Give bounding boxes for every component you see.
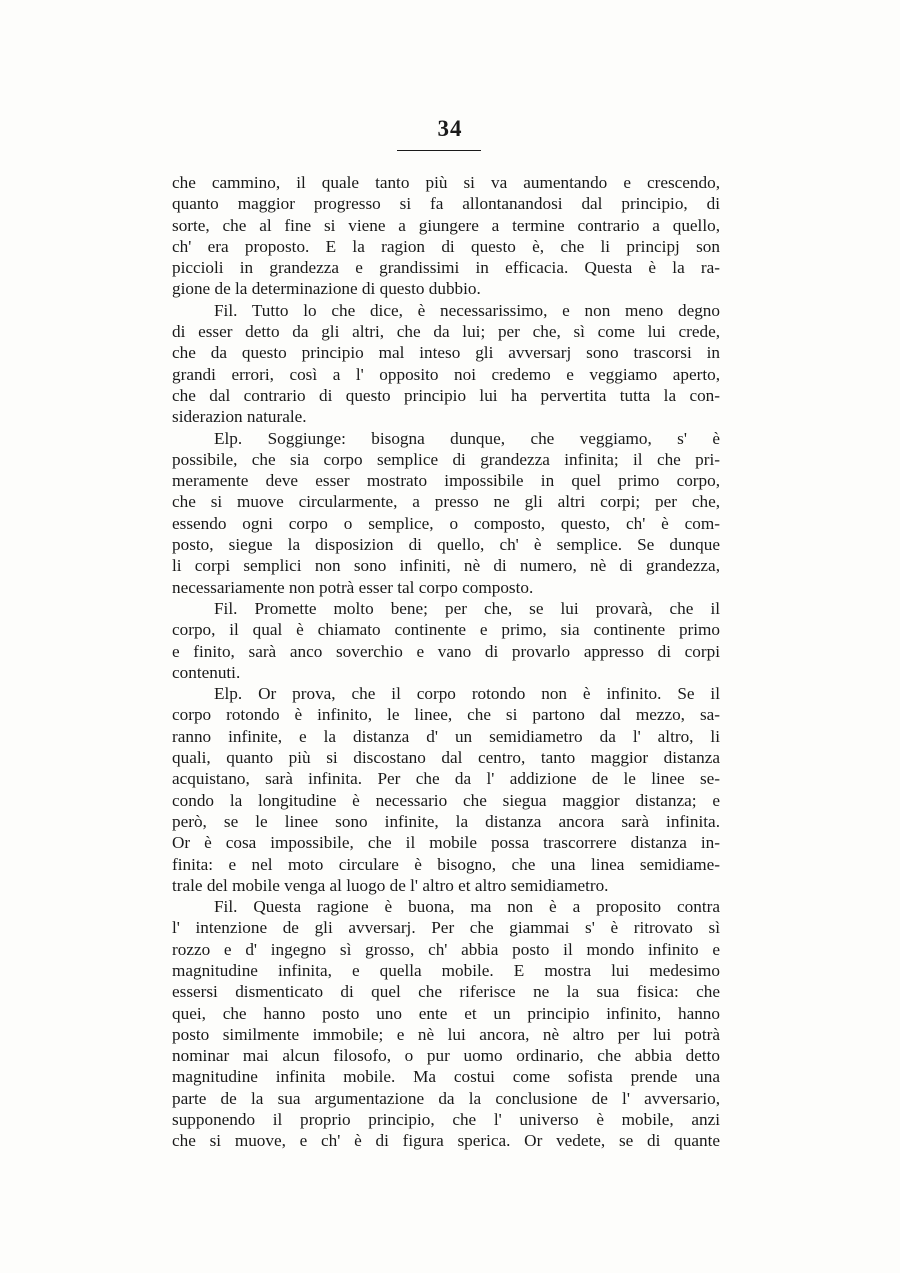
- text-line: che si muove, e ch' è di figura sperica. Or vedete, se di quante: [172, 1131, 720, 1151]
- text-line: ranno infinite, e la distanza d' un semidiametro da l' altro, li: [172, 726, 720, 746]
- text-line: Or è cosa impossibile, che il mobile possa trascorrere distanza in-: [172, 833, 720, 853]
- text-line: trale del mobile venga al luogo de l' altro et altro semidiametro.: [172, 875, 609, 895]
- text-line: sorte, che al fine si viene a giungere a termine contrario a quello,: [172, 215, 720, 235]
- text-line: corpo rotondo è infinito, le linee, che si partono dal mezzo, sa-: [172, 705, 720, 725]
- text-line: acquistano, sarà infinita. Per che da l' addizione de le linee se-: [172, 769, 720, 789]
- text-line: posto similmente immobile; e nè lui ancora, nè altro per lui potrà: [172, 1024, 720, 1044]
- text-line: che si muove circularmente, a presso ne gli altri corpi; per che,: [172, 492, 720, 512]
- text-line: Fil. Promette molto bene; per che, se lui provarà, che il: [214, 598, 720, 618]
- text-line: corpo, il qual è chiamato continente e primo, sia continente primo: [172, 620, 720, 640]
- text-line: Fil. Tutto lo che dice, è necessarissimo, e non meno degno: [214, 300, 720, 320]
- text-line: siderazion naturale.: [172, 407, 307, 427]
- text-line: meramente deve esser mostrato impossibile in quel primo corpo,: [172, 471, 720, 491]
- text-line: Elp. Or prova, che il corpo rotondo non è infinito. Se il: [214, 684, 720, 704]
- text-line: essersi dismenticato di quel che riferisce ne la sua fisica: che: [172, 982, 720, 1002]
- text-line: quanto maggior progresso si fa allontanandosi dal principio, di: [172, 194, 720, 214]
- header-rule: [397, 150, 481, 151]
- text-line: necessariamente non potrà esser tal corpo composto.: [172, 577, 534, 597]
- text-line: però, se le linee sono infinite, la distanza ancora sarà infinita.: [172, 811, 720, 831]
- text-line: gione de la determinazione di questo dubbio.: [172, 279, 481, 299]
- text-line: piccioli in grandezza e grandissimi in efficacia. Questa è la ra-: [172, 258, 720, 278]
- text-line: ch' era proposto. E la ragion di questo è, che li principj son: [172, 236, 720, 256]
- text-line: nominar mai alcun filosofo, o pur uomo ordinario, che abbia detto: [172, 1046, 720, 1066]
- text-line: parte de la sua argumentazione da la conclusione de l' avversario,: [172, 1088, 720, 1108]
- page-number: 34: [437, 116, 463, 141]
- text-line: l' intenzione de gli avversarj. Per che giammai s' è ritrovato sì: [172, 918, 720, 938]
- text-line: condo la longitudine è necessario che siegua maggior distanza; e: [172, 790, 720, 810]
- text-line: li corpi semplici non sono infiniti, nè di numero, nè di grandezza,: [172, 556, 720, 576]
- text-line: che cammino, il quale tanto più si va aumentando e crescendo,: [172, 173, 720, 192]
- text-line: Fil. Questa ragione è buona, ma non è a proposito contra: [214, 897, 720, 917]
- text-line: che da questo principio mal inteso gli avversarj sono trascorsi in: [172, 343, 720, 363]
- text-line: di esser detto da gli altri, che da lui; per che, sì come lui crede,: [172, 322, 720, 342]
- text-line: Elp. Soggiunge: bisogna dunque, che veggiamo, s' è: [214, 428, 720, 448]
- text-line: possibile, che sia corpo semplice di grandezza infinita; il che pri-: [172, 449, 720, 469]
- text-line: magnitudine infinita mobile. Ma costui come sofista prende una: [172, 1067, 720, 1087]
- text-line: posto, siegue la disposizion di quello, ch' è semplice. Se dunque: [172, 535, 720, 555]
- text-line: che dal contrario di questo principio lui ha pervertita tutta la con-: [172, 385, 720, 405]
- text-line: magnitudine infinita, e quella mobile. E mostra lui medesimo: [172, 960, 720, 980]
- text-line: essendo ogni corpo o semplice, o composto, questo, ch' è com-: [172, 513, 720, 533]
- text-line: supponendo il proprio principio, che l' universo è mobile, anzi: [172, 1110, 720, 1130]
- text-line: finita: e nel moto circulare è bisogno, che una linea semidiame-: [172, 854, 720, 874]
- text-line: grandi errori, così a l' opposito noi credemo e veggiamo aperto,: [172, 364, 720, 384]
- text-line: quei, che hanno posto uno ente et un principio infinito, hanno: [172, 1003, 720, 1023]
- text-line: contenuti.: [172, 662, 241, 682]
- text-line: rozzo e d' ingegno sì grosso, ch' abbia posto il mondo infinito e: [172, 939, 720, 959]
- body-text: [172, 172, 720, 1152]
- text-line: e finito, sarà anco soverchio e vano di provarlo appresso di corpi: [172, 641, 720, 661]
- text-line: quali, quanto più si discostano dal centro, tanto maggior distanza: [172, 748, 720, 768]
